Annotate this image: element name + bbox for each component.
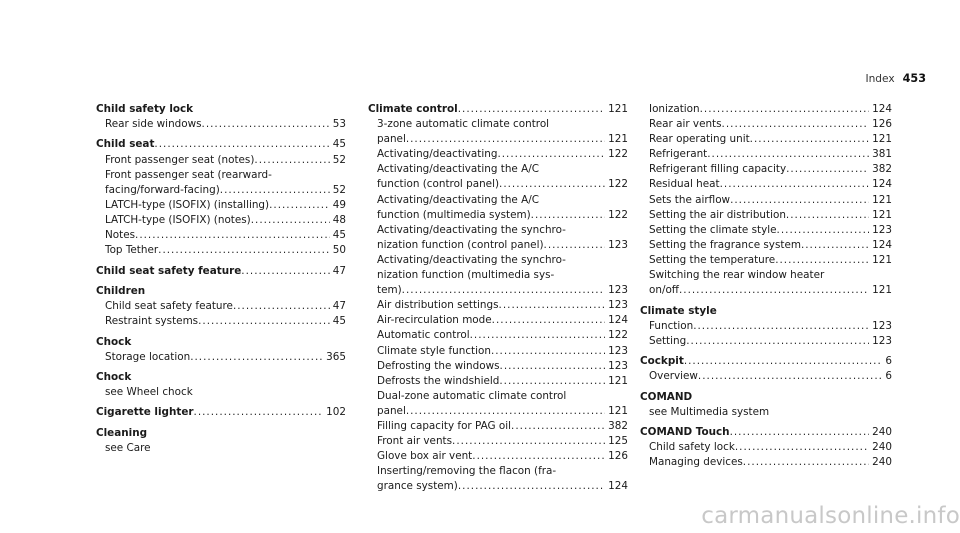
index-continuation[interactable]	[368, 253, 628, 268]
dot-leader	[722, 117, 870, 132]
page-reference[interactable]: 122	[608, 208, 628, 221]
entry-text: Chock	[96, 335, 132, 348]
page-reference[interactable]: 122	[608, 148, 628, 161]
dot-leader	[406, 132, 605, 147]
dot-leader	[458, 479, 605, 494]
index-heading[interactable]	[96, 264, 346, 279]
page-reference[interactable]: 52	[332, 183, 346, 196]
dot-leader	[198, 314, 330, 329]
page-reference[interactable]: 45	[332, 229, 346, 242]
index-continuation[interactable]	[368, 464, 628, 479]
dot-leader	[472, 449, 605, 464]
dot-leader	[499, 374, 605, 389]
entry-text: Refrigerant	[649, 148, 708, 161]
page-reference[interactable]: 126	[872, 118, 892, 131]
entry-text: Activating/deactivating	[377, 148, 498, 161]
index-entry	[96, 426, 346, 456]
entry-text: Child seat safety feature	[105, 300, 233, 313]
page-reference[interactable]: 123	[608, 299, 628, 312]
dot-leader	[251, 213, 330, 228]
index-subentry[interactable]	[640, 440, 892, 455]
entry-text: Inserting/removing the flacon (fra-	[377, 465, 557, 478]
entry-text: Rear air vents	[649, 118, 722, 131]
index-subentry[interactable]	[96, 213, 346, 228]
dot-leader	[531, 208, 606, 223]
dot-leader	[470, 328, 606, 343]
index-subentry[interactable]	[368, 359, 628, 374]
dot-leader	[402, 283, 606, 298]
entry-text: Setting	[649, 334, 687, 347]
index-entry	[640, 102, 892, 298]
entry-text: Climate style function	[377, 344, 491, 357]
page-reference[interactable]: 122	[608, 329, 628, 342]
dot-leader	[707, 147, 869, 162]
index-heading[interactable]	[96, 137, 346, 152]
index-subentry[interactable]	[640, 253, 892, 268]
page-reference[interactable]: 123	[872, 223, 892, 236]
entry-text: see Multimedia system	[649, 405, 770, 418]
entry-text: Sets the airflow	[649, 193, 731, 206]
index-subentry[interactable]	[96, 228, 346, 243]
entry-text: Residual heat	[649, 178, 720, 191]
dot-leader	[202, 117, 330, 132]
entry-text: Setting the fragrance system	[649, 238, 801, 251]
dot-leader	[492, 313, 606, 328]
index-subentry[interactable]	[368, 374, 628, 389]
index-heading[interactable]	[96, 284, 346, 299]
page-reference[interactable]: 45	[332, 138, 346, 151]
entry-text: Child seat safety feature	[96, 264, 242, 277]
entry-text: Notes	[105, 229, 136, 242]
entry-text: Setting the climate style	[649, 223, 777, 236]
entry-text: see Care	[105, 441, 151, 454]
index-subentry[interactable]	[640, 238, 892, 253]
index-subentry[interactable]	[368, 449, 628, 464]
dot-leader	[154, 137, 329, 152]
index-subentry[interactable]	[368, 238, 628, 253]
index-continuation[interactable]	[96, 385, 346, 400]
entry-text: Dual-zone automatic climate control	[377, 389, 567, 402]
index-heading[interactable]	[96, 102, 346, 117]
index-subentry[interactable]	[640, 147, 892, 162]
dot-leader	[220, 183, 330, 198]
index-entry	[96, 137, 346, 258]
entry-text: Defrosts the windshield	[377, 374, 500, 387]
entry-text: Activating/deactivating the A/C	[377, 193, 539, 206]
page-reference[interactable]: 52	[332, 153, 346, 166]
dot-leader	[777, 223, 870, 238]
dot-leader	[750, 132, 870, 147]
dot-leader	[194, 405, 324, 420]
index-subentry[interactable]	[368, 147, 628, 162]
dot-leader	[241, 264, 329, 279]
index-continuation[interactable]	[368, 162, 628, 177]
entry-text: Automatic control	[377, 329, 470, 342]
entry-text: Air-recirculation mode	[377, 314, 492, 327]
index-heading[interactable]	[368, 102, 628, 117]
entry-text: grance system)	[377, 480, 458, 493]
index-subentry[interactable]	[368, 313, 628, 328]
page-reference[interactable]: 382	[608, 419, 628, 432]
page-number: 453	[902, 72, 926, 85]
index-heading[interactable]	[96, 370, 346, 385]
section-label: Index	[865, 73, 895, 85]
index-continuation[interactable]	[368, 223, 628, 238]
dot-leader	[499, 298, 606, 313]
index-subentry[interactable]	[640, 208, 892, 223]
entry-text: Function	[649, 319, 694, 332]
dot-leader	[693, 319, 869, 334]
dot-leader	[801, 238, 869, 253]
entry-text: 3-zone automatic climate control	[377, 118, 550, 131]
index-subentry[interactable]	[96, 350, 346, 365]
index-entry	[640, 304, 892, 349]
index-entry	[640, 354, 892, 384]
entry-text: nization function (multimedia sys-	[377, 269, 555, 282]
page-reference[interactable]: 45	[332, 315, 346, 328]
page-reference[interactable]: 123	[608, 359, 628, 372]
dot-leader	[743, 455, 869, 470]
entry-text: Managing devices	[649, 456, 743, 469]
index-subentry[interactable]	[368, 132, 628, 147]
index-entry	[368, 102, 628, 494]
entry-text: Glove box air vent	[377, 450, 473, 463]
entry-text: COMAND Touch	[640, 426, 730, 439]
index-subentry[interactable]	[96, 117, 346, 132]
dot-leader	[491, 344, 605, 359]
page-reference[interactable]: 47	[332, 264, 346, 277]
page-reference[interactable]: 123	[608, 238, 628, 251]
page-reference[interactable]: 121	[872, 253, 892, 266]
index-continuation[interactable]	[368, 268, 628, 283]
dot-leader	[684, 354, 883, 369]
entry-text: Rear operating unit	[649, 133, 750, 146]
dot-leader	[679, 283, 869, 298]
page-reference[interactable]: 124	[608, 314, 628, 327]
entry-text: Activating/deactivating the A/C	[377, 163, 539, 176]
index-heading[interactable]	[96, 335, 346, 350]
entry-text: Rear side windows	[105, 118, 202, 131]
dot-leader	[730, 193, 869, 208]
dot-leader	[786, 208, 869, 223]
page-reference[interactable]: 6	[885, 370, 892, 383]
entry-text: Switching the rear window heater	[649, 269, 825, 282]
index-subentry[interactable]	[368, 328, 628, 343]
page-header	[865, 71, 926, 87]
entry-text: Setting the temperature	[649, 253, 776, 266]
page-reference[interactable]: 124	[872, 103, 892, 115]
index-column-1	[96, 102, 346, 461]
page-reference[interactable]: 121	[872, 193, 892, 206]
dot-leader	[544, 238, 606, 253]
index-subentry[interactable]	[368, 404, 628, 419]
index-subentry[interactable]	[640, 132, 892, 147]
page-reference[interactable]: 53	[332, 118, 346, 131]
entry-text: Child safety lock	[96, 103, 194, 115]
page-reference[interactable]: 50	[332, 244, 346, 257]
page-reference[interactable]: 47	[332, 300, 346, 313]
page-reference[interactable]: 121	[872, 133, 892, 146]
dot-leader	[254, 153, 329, 168]
index-heading[interactable]	[640, 354, 892, 369]
index-subentry[interactable]	[368, 298, 628, 313]
index-subentry[interactable]	[368, 177, 628, 192]
page-reference[interactable]: 126	[608, 450, 628, 463]
entry-text: Cigarette lighter	[96, 406, 194, 419]
index-continuation[interactable]	[640, 268, 892, 283]
entry-text: Activating/deactivating the synchro-	[377, 253, 566, 266]
dot-leader	[511, 419, 605, 434]
dot-leader	[158, 243, 330, 258]
entry-text: Refrigerant filling capacity	[649, 163, 787, 176]
page-reference[interactable]: 240	[872, 426, 892, 439]
index-heading[interactable]	[640, 425, 892, 440]
index-entry	[640, 390, 892, 420]
index-entry	[96, 335, 346, 365]
entry-text: tem)	[377, 284, 402, 297]
index-entry	[96, 102, 346, 132]
index-subentry[interactable]	[640, 455, 892, 470]
entry-text: Ionization	[649, 103, 700, 115]
dot-leader	[233, 299, 330, 314]
page-reference[interactable]: 381	[872, 148, 892, 161]
entry-text: panel	[377, 133, 406, 146]
index-heading[interactable]	[96, 426, 346, 441]
entry-text: panel	[377, 404, 406, 417]
entry-text: LATCH-type (ISOFIX) (installing)	[105, 198, 270, 211]
index-subentry[interactable]	[368, 344, 628, 359]
index-subentry[interactable]	[96, 314, 346, 329]
page-reference[interactable]: 49	[332, 198, 346, 211]
entry-text: LATCH-type (ISOFIX) (notes)	[105, 213, 251, 226]
watermark: carmanualsonline.info	[701, 503, 960, 529]
page-reference[interactable]: 122	[608, 178, 628, 191]
page-reference[interactable]: 121	[872, 208, 892, 221]
entry-text: Front air vents	[377, 435, 453, 448]
dot-leader	[698, 369, 882, 384]
dot-leader	[452, 434, 605, 449]
index-subentry[interactable]	[640, 319, 892, 334]
page-reference[interactable]: 240	[872, 441, 892, 454]
index-subentry[interactable]	[368, 208, 628, 223]
page-reference[interactable]: 123	[872, 319, 892, 332]
page-reference[interactable]: 121	[608, 133, 628, 146]
page-reference[interactable]: 124	[872, 238, 892, 251]
entry-text: on/off	[649, 284, 679, 297]
index-subentry[interactable]	[640, 162, 892, 177]
entry-text: Storage location	[105, 350, 191, 363]
index-subentry[interactable]	[368, 283, 628, 298]
page-reference[interactable]: 48	[332, 213, 346, 226]
index-subentry[interactable]	[368, 434, 628, 449]
dot-leader	[735, 440, 869, 455]
page-reference[interactable]: 121	[608, 103, 628, 115]
page-reference[interactable]: 102	[326, 406, 346, 419]
index-entry	[96, 405, 346, 420]
index-subentry[interactable]	[640, 102, 892, 117]
dot-leader	[686, 334, 869, 349]
dot-leader	[458, 102, 605, 117]
entry-text: function (control panel)	[377, 178, 500, 191]
index-subentry[interactable]	[640, 177, 892, 192]
page-reference[interactable]: 123	[608, 344, 628, 357]
index-subentry[interactable]	[640, 334, 892, 349]
entry-text: Climate style	[640, 304, 717, 317]
dot-leader	[720, 177, 870, 192]
entry-text: Children	[96, 284, 146, 297]
index-entry	[640, 425, 892, 470]
page-reference[interactable]: 121	[608, 404, 628, 417]
page-reference[interactable]: 123	[608, 284, 628, 297]
dot-leader	[786, 162, 869, 177]
index-continuation[interactable]	[368, 117, 628, 132]
entry-text: Front passenger seat (notes)	[105, 153, 255, 166]
index-continuation[interactable]	[96, 168, 346, 183]
index-subentry[interactable]	[640, 117, 892, 132]
dot-leader	[700, 102, 870, 117]
page-reference[interactable]: 124	[608, 480, 628, 493]
index-subentry[interactable]	[368, 479, 628, 494]
entry-text: Cleaning	[96, 426, 148, 439]
page-reference[interactable]: 124	[872, 178, 892, 191]
dot-leader	[190, 350, 323, 365]
entry-text: Defrosting the windows	[377, 359, 500, 372]
entry-text: Filling capacity for PAG oil	[377, 419, 512, 432]
index-heading[interactable]	[640, 390, 892, 405]
entry-text: Activating/deactivating the synchro-	[377, 223, 566, 236]
entry-text: Air distribution settings	[377, 299, 499, 312]
dot-leader	[730, 425, 870, 440]
page-reference[interactable]: 125	[608, 435, 628, 448]
index-subentry[interactable]	[640, 369, 892, 384]
dot-leader	[497, 147, 605, 162]
page-reference[interactable]: 121	[872, 284, 892, 297]
dot-leader	[135, 228, 330, 243]
index-continuation[interactable]	[96, 441, 346, 456]
page-reference[interactable]: 123	[872, 334, 892, 347]
dot-leader	[406, 404, 605, 419]
entry-text: COMAND	[640, 390, 693, 403]
index-subentry[interactable]	[96, 243, 346, 258]
index-subentry[interactable]	[368, 419, 628, 434]
index-subentry[interactable]	[640, 223, 892, 238]
entry-text: Front passenger seat (rearward-	[105, 168, 272, 181]
page-reference[interactable]: 240	[872, 456, 892, 469]
page-reference[interactable]: 382	[872, 163, 892, 176]
index-entry	[96, 264, 346, 279]
entry-text: Top Tether	[105, 244, 159, 257]
index-subentry[interactable]	[96, 198, 346, 213]
index-subentry[interactable]	[96, 183, 346, 198]
entry-text: Restraint systems	[105, 315, 199, 328]
entry-text: Setting the air distribution	[649, 208, 786, 221]
index-heading[interactable]	[640, 304, 892, 319]
page-reference[interactable]: 121	[608, 374, 628, 387]
index-column-2	[368, 102, 628, 500]
dot-leader	[269, 198, 330, 213]
entry-text: Cockpit	[640, 355, 684, 368]
entry-text: Child seat	[96, 138, 155, 151]
dot-leader	[500, 359, 606, 374]
entry-text: see Wheel chock	[105, 386, 193, 399]
entry-text: Child safety lock	[649, 441, 735, 454]
index-continuation[interactable]	[640, 405, 892, 420]
index-continuation[interactable]	[368, 389, 628, 404]
index-subentry[interactable]	[96, 299, 346, 314]
index-entry	[96, 370, 346, 400]
entry-text: Climate control	[368, 103, 458, 115]
page-reference[interactable]: 6	[885, 355, 892, 368]
index-column-3	[640, 102, 892, 476]
index-subentry[interactable]	[96, 153, 346, 168]
entry-text: Chock	[96, 370, 132, 383]
index-heading[interactable]	[96, 405, 346, 420]
index-entry	[96, 284, 346, 329]
entry-text: nization function (control panel)	[377, 238, 544, 251]
index-continuation[interactable]	[368, 193, 628, 208]
dot-leader	[499, 177, 605, 192]
page-reference[interactable]: 365	[326, 350, 346, 363]
dot-leader	[775, 253, 869, 268]
entry-text: Overview	[649, 370, 698, 383]
index-subentry[interactable]	[640, 283, 892, 298]
index-subentry[interactable]	[640, 193, 892, 208]
entry-text: facing/forward-facing)	[105, 183, 220, 196]
entry-text: function (multimedia system)	[377, 208, 531, 221]
